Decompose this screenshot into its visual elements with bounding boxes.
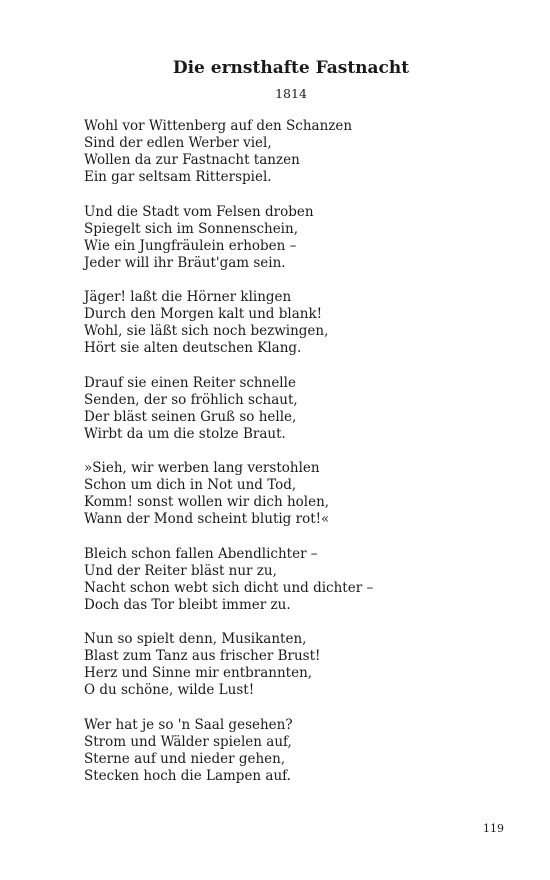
verse-line: »Sieh, wir werben lang verstohlen xyxy=(84,460,320,476)
verse-line: Und der Reiter bläst nur zu, xyxy=(84,562,277,579)
page-number: 119 xyxy=(483,822,504,835)
poem-title: Die ernsthafte Fastnacht xyxy=(172,58,410,78)
poem-body xyxy=(84,118,504,802)
verse-line: Wollen da zur Fastnacht tanzen xyxy=(84,152,300,168)
verse-line: Wer hat je so 'n Saal gesehen? xyxy=(84,716,293,733)
verse-line: Wann der Mond scheint blutig rot!« xyxy=(84,511,330,527)
verse-line: O du schöne, wilde Lust! xyxy=(84,682,255,698)
verse-line: Komm! sonst wollen wir dich holen, xyxy=(84,494,330,510)
verse-line: Wirbt da um die stolze Braut. xyxy=(84,425,286,442)
stanza-4 xyxy=(84,375,504,443)
verse-line: Strom und Wälder spielen auf, xyxy=(84,733,292,750)
verse-line: Durch den Morgen kalt und blank! xyxy=(84,306,323,322)
stanza-2 xyxy=(84,204,504,272)
verse-line: Wohl vor Wittenberg auf den Schanzen xyxy=(84,118,353,134)
verse-line: Blast zum Tanz aus frischer Brust! xyxy=(84,648,321,664)
poem-year: 1814 xyxy=(275,86,307,101)
stanza-5 xyxy=(84,460,504,528)
verse-line: Wohl, sie läßt sich noch bezwingen, xyxy=(84,323,329,339)
verse-line: Und die Stadt vom Felsen droben xyxy=(84,203,314,220)
verse-line: Doch das Tor bleibt immer zu. xyxy=(84,596,291,613)
verse-line: Herz und Sinne mir entbrannten, xyxy=(84,665,313,681)
verse-line: Hört sie alten deutschen Klang. xyxy=(84,340,302,356)
stanza-3 xyxy=(84,289,504,357)
verse-line: Nun so spielt denn, Musikanten, xyxy=(84,631,307,647)
stanza-1 xyxy=(84,118,504,186)
verse-line: Bleich schon fallen Abendlichter – xyxy=(84,545,318,562)
stanza-8 xyxy=(84,717,504,785)
verse-line: Senden, der so fröhlich schaut, xyxy=(84,391,298,408)
verse-line: Ein gar seltsam Ritterspiel. xyxy=(84,169,272,185)
stanza-6 xyxy=(84,546,504,614)
verse-line: Schon um dich in Not und Tod, xyxy=(84,477,297,493)
verse-line: Sind der edlen Werber viel, xyxy=(84,135,272,151)
verse-line: Jeder will ihr Bräut'gam sein. xyxy=(84,254,286,271)
verse-line: Drauf sie einen Reiter schnelle xyxy=(84,374,296,391)
verse-line: Jäger! laßt die Hörner klingen xyxy=(84,289,292,305)
verse-line: Der bläst seinen Gruß so helle, xyxy=(84,408,297,425)
verse-line: Nacht schon webt sich dicht und dichter – xyxy=(84,579,374,596)
verse-line: Spiegelt sich im Sonnenschein, xyxy=(84,220,298,237)
verse-line: Stecken hoch die Lampen auf. xyxy=(84,767,291,784)
verse-line: Wie ein Jungfräulein erhoben – xyxy=(84,237,297,254)
verse-line: Sterne auf und nieder gehen, xyxy=(84,750,286,767)
stanza-7 xyxy=(84,631,504,699)
